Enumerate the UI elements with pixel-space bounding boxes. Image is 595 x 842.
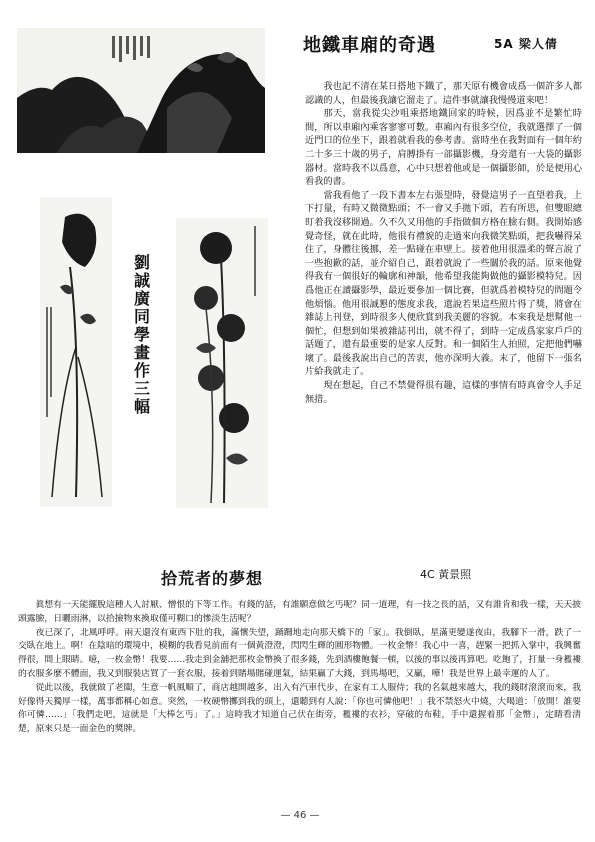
article-author: 4C 黃景照 [420, 568, 472, 581]
paragraph: 現在想起，自己不禁覺得很有趣，這樣的事情有時真會令人手足無措。 [305, 380, 582, 405]
article-body [18, 599, 581, 737]
page-number: — 46 — [280, 810, 320, 821]
paragraph: 那天，當我從尖沙咀乘搭地鐵回家的時候，因爲並不是繁忙時間，所以車廂內乘客寥寥可數。車廂內有很多空位，我就選擇了一個近門口的位坐下，跟着就看我的參考書。當時坐在我對面有一個年約二十多三十歲的男子，肩膊掛有一部攝影機，身旁還有一大袋的攝影器材。當時我不以爲意，心中只想着他或是一個攝影師，於是便用心看我的書。 [305, 108, 582, 188]
paragraph: 從此以後，我就做了老闆，生意一帆風順了，商店越開越多，出入有汽車代步，在家有工人服侍；我的名氣越來越大，我的錢財滾滾而來，我好像得天獨厚一樣，萬事都稱心如意。突然，一枚硬幣擲到我的頭上，還聽到有人說：「你也可憐他吧！」我不禁怒火中燒，大喝道：「放開！誰要你可憐……」「我們走吧，這就是「大棒乞丐」了。」這時我才知道自己伏在街旁，襤褸的衣衫，穿破的布鞋，手中還握着那「金幣」，定睛看清楚，原來只是一面金色的獎牌。 [18, 682, 582, 735]
article-body [305, 80, 582, 406]
paragraph: 當我看他了一段下書本左右張望時，發覺這男子一直望着我，上下打量，有時又微微點頭；不一會又手拋下頭，若有所思，但雙眼總盯着我沒移開過。久不久又用他的手指做個方格在臉右側。我開始感覺奇怪，就在此時，他很有禮貌的走過來向我微笑點頭，把我嚇得呆住了，身體往後挪，差一點碰在車壁上。接着他用很溫柔的聲言說了一些抱歉的話，並介紹自己，跟着就說了一些關於我的話。原來他覺得我有一個很好的輪廓和神韻，他希望我能夠做他的攝影模特兒。因爲他正在讀攝影學，最近要參加一個比賽，但就爲着模特兒的問題令他煩惱。他用很誠懇的態度求我，還說若果這些照片得了獎，將會在雜誌上刊登，到時很多人便欣賞到我美麗的容貌。本來我是想幫他一個忙，但想到如果被雜誌刊出，就不得了，到時一定成爲家家戶戶的話題了，還有最重要的是家人反對。和一個陌生人拍照，定把他們嚇壞了。最後我說出自己的苦衷，他亦深明大義。末了，他留下一張名片給我就走了。 [305, 189, 582, 378]
paragraph: 眞想有一天能擺脫這種人人討厭、憎恨的下等工作。有錢的話，有誰願意做乞丐呢？同一道理，有一技之長的話，又有誰肯和我一樣，天天披頭露臉，日曬雨淋，以拾撿物來換取僅可糊口的慘淡生活呢？ [18, 600, 582, 624]
article-title: 拾荒者的夢想 [161, 569, 264, 588]
chrysanthemum-painting [176, 218, 268, 508]
paragraph: 夜已深了，北風呼呼。兩天還沒有東西下肚的我，滿懷失望，踊跚地走向那天橋下的「家」。我倒臥，星滿更變遂夜由，我腳下一滑，跌了一交臥在地上。啊！在陰暗的環境中，模糊的我看見前面有一個黃澄澄，閃閃生輝的圓形物體。一枚金幣！我心中一喜，趕緊一把抓入掌中，我興奮得很，間上眼睛。噫，一枚金幣！我要……我走到金舖把那枚金幣換了很多錢，先到酒樓飽餐一頓，以後的事以後再算吧。吃飽了，打量一身襤褸的衣服多麼不體面，我又到服裝店買了一套衣服，接着到賭場賭碰運氣，結果贏了大錢，到馬場吧，又贏，嘩！我是世界上最幸運的人了。 [18, 627, 582, 679]
article-author: 5A 梁人倩 [494, 37, 558, 51]
painting-caption: 劉誠廣同學畫作三幅 [133, 253, 150, 416]
orchid-painting [40, 197, 112, 507]
article-title: 地鐵車廂的奇遇 [303, 35, 436, 56]
paragraph: 我也記不清在某日搭地下鐵了，那天原有機會成爲一個許多人都認識的人，但最後我讓它溜走了。這件事就讓我慢慢道來吧！ [305, 81, 582, 106]
landscape-painting [17, 28, 265, 153]
